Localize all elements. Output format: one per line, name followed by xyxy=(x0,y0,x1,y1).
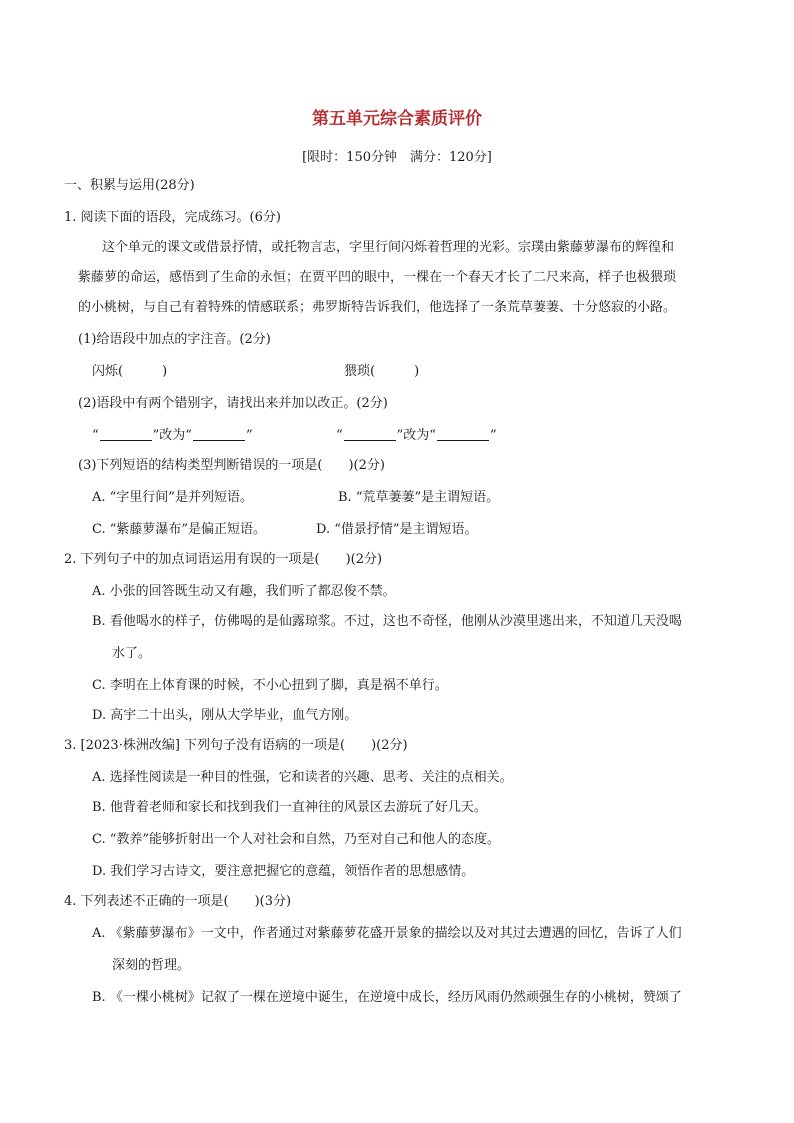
question-2-option-b[interactable]: B. 看他喝水的样子，仿佛喝的是仙露琼浆。不过，这也不奇怪，他刚从沙漠里逃出来，不知道几天没喝 xyxy=(92,614,682,629)
question-3-stem: 3. [2023·株洲改编] 下列句子没有语病的一项是( )(2分) xyxy=(64,738,408,753)
option-c[interactable]: C. “紫藤萝瀑布”是偏正短语。 xyxy=(92,522,267,537)
question-1-sub-2: (2)语段中有两个错别字，请找出来并加以改正。(2分) xyxy=(78,396,388,411)
question-4-option-b[interactable]: B. 《一棵小桃树》记叙了一棵在逆境中诞生，在逆境中成长，经历风雨仍然顽强生存的小桃树，赞颂了 xyxy=(92,990,682,1005)
wrong-char-blank-2[interactable] xyxy=(344,426,396,441)
question-4-stem: 4. 下列表述不正确的一项是( )(3分) xyxy=(64,894,292,909)
question-1-passage-line-1: 这个单元的课文或借景抒情，或托物言志，字里行间闪烁着哲理的光彩。宗璞由紫藤萝瀑布的辉徨和 xyxy=(102,240,675,255)
question-3-option-a[interactable]: A. 选择性阅读是一种目的性强，它和读者的兴趣、思考、关注的点相关。 xyxy=(92,770,513,785)
question-1-passage-line-2: 紫藤萝的命运，感悟到了生命的永恒；在贾平凹的眼中，一棵在一个春天才长了二尺来高，样子也极猥琐 xyxy=(78,270,677,285)
option-a[interactable]: A. “字里行间”是并列短语。 xyxy=(92,490,253,505)
question-3-option-d[interactable]: D. 我们学习古诗文，要注意把握它的意蕴，领悟作者的思想感情。 xyxy=(92,864,475,879)
question-1-passage-line-3: 的小桃树，与自己有着特殊的情感联系；弗罗斯特告诉我们，他选择了一条荒草萋萋、十分悠寂的小路。 xyxy=(78,300,677,315)
correct-char-blank-1[interactable] xyxy=(193,426,245,441)
change-to-text: ”改为“ xyxy=(396,428,436,443)
correction-row-1 xyxy=(92,426,253,446)
pinyin-blank-1[interactable]: 闪烁( ) xyxy=(92,364,168,379)
question-2-option-a[interactable]: A. 小张的回答既生动又有趣，我们听了都忍俊不禁。 xyxy=(92,584,396,599)
question-1-stem: 1. 阅读下面的语段，完成练习。(6分) xyxy=(64,210,281,225)
change-to-text: ”改为“ xyxy=(152,428,192,443)
question-1-sub-3: (3)下列短语的结构类型判断错误的一项是( )(2分) xyxy=(78,458,385,473)
correct-char-blank-2[interactable] xyxy=(437,426,489,441)
question-4-option-a-cont: 深刻的哲理。 xyxy=(112,958,191,973)
page-title: 第五单元综合素质评价 xyxy=(312,109,482,129)
question-2-stem: 2. 下列句子中的加点词语运用有误的一项是( )(2分) xyxy=(64,552,383,567)
quote-open: “ xyxy=(92,428,99,443)
time-limit-info: [限时：150分钟 满分：120分] xyxy=(302,150,492,165)
quote-close: ” xyxy=(245,428,253,443)
question-2-option-d[interactable]: D. 高宇二十出头，刚从大学毕业，血气方刚。 xyxy=(92,708,358,723)
quote-close: ” xyxy=(489,428,497,443)
question-3-option-c[interactable]: C. “教养”能够折射出一个人对社会和自然，乃至对自己和他人的态度。 xyxy=(92,832,501,847)
correction-row-2 xyxy=(336,426,497,446)
question-3-option-b[interactable]: B. 他背着老师和家长和找到我们一直神往的风景区去游玩了好几天。 xyxy=(92,800,487,815)
section-heading: 一、积累与运用(28分) xyxy=(64,178,195,193)
option-b[interactable]: B. “荒草萋萋”是主谓短语。 xyxy=(338,490,500,505)
pinyin-blank-2[interactable]: 猥琐( ) xyxy=(344,364,420,379)
wrong-char-blank-1[interactable] xyxy=(100,426,152,441)
question-1-sub-1: (1)给语段中加点的字注音。(2分) xyxy=(78,332,271,347)
question-4-option-a[interactable]: A. 《紫藤萝瀑布》一文中，作者通过对紫藤萝花盛开景象的描绘以及对其过去遭遇的回忆，告诉了人们 xyxy=(92,926,682,941)
option-d[interactable]: D. “借景抒情”是主谓短语。 xyxy=(316,522,478,537)
question-2-option-c[interactable]: C. 李明在上体育课的时候，不小心扭到了脚，真是祸不单行。 xyxy=(92,678,448,693)
question-2-option-b-cont: 水了。 xyxy=(112,646,152,661)
quote-open: “ xyxy=(336,428,343,443)
